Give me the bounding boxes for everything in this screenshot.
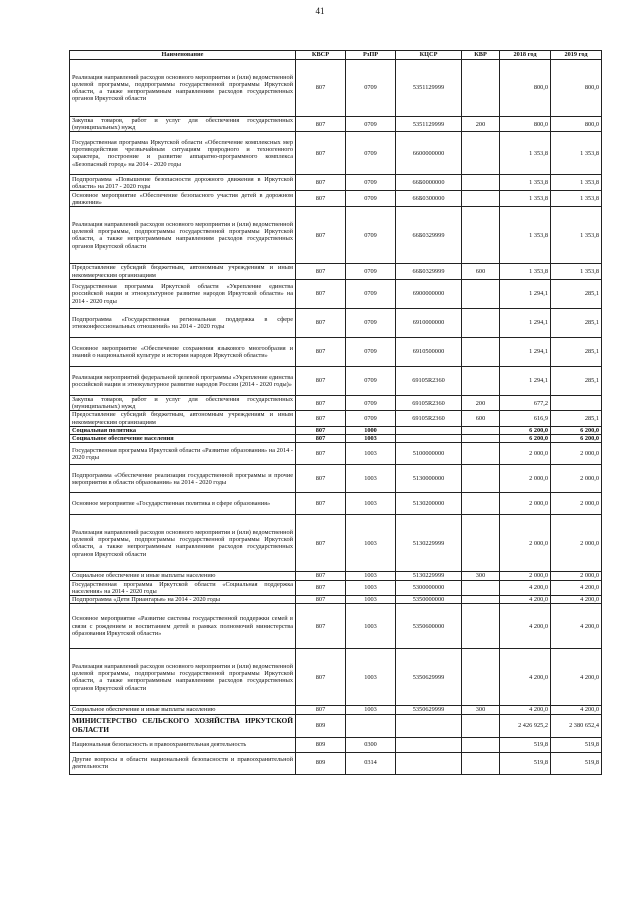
cell-rzpr: 0709 — [346, 207, 396, 264]
cell-kcsr: 5300000000 — [396, 580, 462, 595]
cell-kcsr: 66Б0329999 — [396, 264, 462, 279]
cell-2019 — [551, 395, 602, 410]
cell-kvsr: 807 — [296, 132, 346, 175]
cell-kvsr: 807 — [296, 604, 346, 649]
cell-name: Национальная безопасность и правоохранительная деятельность — [70, 737, 296, 752]
cell-rzpr: 1003 — [346, 580, 396, 595]
cell-rzpr: 0709 — [346, 175, 396, 191]
cell-kvsr: 807 — [296, 580, 346, 595]
cell-name: Реализация направлений расходов основного мероприятия и (или) ведомственной целевой программы, подпрограммы государственной программы Иркутской области, а также непрограммным направлениям расходов государственных органов Иркутской области — [70, 649, 296, 706]
table-row — [70, 207, 602, 264]
table-row — [70, 435, 602, 443]
cell-2018: 4 200,0 — [500, 580, 551, 595]
cell-2019: 6 200,0 — [551, 435, 602, 443]
cell-name: Государственная программа Иркутской области «Укрепление единства российской нации и этнокультурное развитие народов Иркутской области» на 2014 - 2020 годы — [70, 279, 296, 308]
cell-2019: 2 000,0 — [551, 572, 602, 580]
cell-rzpr: 0709 — [346, 117, 396, 132]
cell-kvsr: 807 — [296, 493, 346, 515]
cell-2018: 677,2 — [500, 395, 551, 410]
cell-2018: 4 200,0 — [500, 649, 551, 706]
table-row — [70, 337, 602, 366]
table-row — [70, 714, 602, 737]
cell-rzpr: 0709 — [346, 60, 396, 117]
cell-name: Подпрограмма «Дети Приангарья» на 2014 - 2020 годы — [70, 596, 296, 604]
column-header-rzpr: РзПР — [346, 51, 396, 60]
cell-2019: 4 200,0 — [551, 706, 602, 714]
cell-kcsr: 66Б0000000 — [396, 175, 462, 191]
cell-2019: 285,1 — [551, 337, 602, 366]
cell-2019: 800,0 — [551, 60, 602, 117]
cell-2018: 2 000,0 — [500, 465, 551, 493]
cell-rzpr: 1003 — [346, 443, 396, 465]
cell-2018: 1 294,1 — [500, 337, 551, 366]
table-row — [70, 117, 602, 132]
cell-2018: 4 200,0 — [500, 706, 551, 714]
cell-kvsr: 807 — [296, 366, 346, 395]
cell-2018: 800,0 — [500, 60, 551, 117]
cell-2018: 6 200,0 — [500, 426, 551, 434]
cell-kvr: 600 — [462, 411, 500, 426]
cell-name: Подпрограмма «Государственная региональная поддержка в сфере этноконфессиональных отношений» на 2014 - 2020 годы — [70, 308, 296, 337]
table-row — [70, 395, 602, 410]
cell-name: Предоставление субсидий бюджетным, автономным учреждениям и иным некоммерческим организациям — [70, 411, 296, 426]
table-row — [70, 596, 602, 604]
cell-2019: 800,0 — [551, 117, 602, 132]
cell-kvsr: 807 — [296, 596, 346, 604]
cell-kcsr: 5130229999 — [396, 515, 462, 572]
cell-kcsr: 6900000000 — [396, 279, 462, 308]
cell-name: МИНИСТЕРСТВО СЕЛЬСКОГО ХОЗЯЙСТВА ИРКУТСКОЙ ОБЛАСТИ — [70, 714, 296, 737]
cell-name: Другие вопросы в области национальной безопасности и правоохранительной деятельности — [70, 752, 296, 774]
cell-kvr — [462, 60, 500, 117]
cell-name: Подпрограмма «Обеспечение реализации государственной программы и прочие мероприятия в области образования» на 2014 - 2020 годы — [70, 465, 296, 493]
cell-rzpr: 1003 — [346, 493, 396, 515]
cell-kvsr: 807 — [296, 515, 346, 572]
cell-kvsr: 809 — [296, 752, 346, 774]
cell-name: Основное мероприятие «Государственная политика в сфере образования» — [70, 493, 296, 515]
cell-kcsr: 66Б0300000 — [396, 191, 462, 207]
cell-kcsr: 69105R2360 — [396, 395, 462, 410]
cell-name: Реализация направлений расходов основного мероприятия и (или) ведомственной целевой программы, подпрограммы государственной программы Иркутской области, а также непрограммным направлениям расходов государственных органов Иркутской области — [70, 60, 296, 117]
cell-kvr — [462, 191, 500, 207]
cell-rzpr: 1003 — [346, 596, 396, 604]
cell-2019: 4 200,0 — [551, 604, 602, 649]
table-row — [70, 737, 602, 752]
table-row — [70, 443, 602, 465]
cell-2019: 1 353,8 — [551, 132, 602, 175]
cell-2018: 616,9 — [500, 411, 551, 426]
cell-2019: 6 200,0 — [551, 426, 602, 434]
cell-kvr — [462, 649, 500, 706]
cell-2018: 800,0 — [500, 117, 551, 132]
cell-kvr: 200 — [462, 117, 500, 132]
cell-rzpr: 0709 — [346, 411, 396, 426]
cell-2018: 1 353,8 — [500, 132, 551, 175]
cell-2019: 4 200,0 — [551, 580, 602, 595]
cell-kvsr: 807 — [296, 279, 346, 308]
table-row — [70, 493, 602, 515]
column-header-name: Наименование — [70, 51, 296, 60]
cell-rzpr: 1003 — [346, 604, 396, 649]
cell-2019: 1 353,8 — [551, 191, 602, 207]
cell-rzpr: 0709 — [346, 264, 396, 279]
cell-name: Закупка товаров, работ и услуг для обеспечения государственных (муниципальных) нужд — [70, 395, 296, 410]
cell-kcsr: 6600000000 — [396, 132, 462, 175]
cell-kvr — [462, 604, 500, 649]
cell-kcsr: 69105R2360 — [396, 411, 462, 426]
cell-name: Социальное обеспечение и иные выплаты населению — [70, 572, 296, 580]
cell-2019: 519,8 — [551, 737, 602, 752]
cell-2019: 1 353,8 — [551, 264, 602, 279]
cell-kcsr: 5350000000 — [396, 596, 462, 604]
column-header-kvsr: КВСР — [296, 51, 346, 60]
cell-kvr — [462, 443, 500, 465]
cell-rzpr: 0300 — [346, 737, 396, 752]
column-header-kvr: КВР — [462, 51, 500, 60]
cell-name: Социальная политика — [70, 426, 296, 434]
cell-rzpr — [346, 714, 396, 737]
cell-kvsr: 807 — [296, 426, 346, 434]
cell-name: Реализация мероприятий федеральной целевой программы «Укрепление единства российской нации и этнокультурное развитие народов России (2014 - 2020 годы)» — [70, 366, 296, 395]
cell-rzpr: 1003 — [346, 572, 396, 580]
cell-kvsr: 807 — [296, 337, 346, 366]
cell-kvr: 300 — [462, 706, 500, 714]
cell-rzpr: 1003 — [346, 515, 396, 572]
cell-kcsr: 66Б0329999 — [396, 207, 462, 264]
cell-kvr — [462, 279, 500, 308]
cell-kvsr: 807 — [296, 117, 346, 132]
cell-kvr — [462, 366, 500, 395]
cell-2018: 1 353,8 — [500, 264, 551, 279]
cell-kvr — [462, 207, 500, 264]
cell-kvsr: 807 — [296, 435, 346, 443]
cell-rzpr: 1003 — [346, 435, 396, 443]
cell-kvr — [462, 752, 500, 774]
cell-rzpr: 0709 — [346, 337, 396, 366]
cell-kvr — [462, 465, 500, 493]
cell-2019: 285,1 — [551, 308, 602, 337]
cell-kvsr: 807 — [296, 411, 346, 426]
cell-kcsr — [396, 737, 462, 752]
cell-kcsr: 5100000000 — [396, 443, 462, 465]
cell-kvsr: 807 — [296, 572, 346, 580]
cell-name: Государственная программа Иркутской области «Обеспечение комплексных мер противодействия чрезвычайным ситуациям природного и техногенного характера, построение и развитие аппаратно-программного комплекса «Безопасный город» на 2014 - 2020 годы — [70, 132, 296, 175]
cell-kvr — [462, 337, 500, 366]
cell-2019: 2 000,0 — [551, 515, 602, 572]
table-row — [70, 132, 602, 175]
cell-rzpr: 0709 — [346, 191, 396, 207]
cell-kcsr: 6910000000 — [396, 308, 462, 337]
cell-2018: 2 000,0 — [500, 515, 551, 572]
table-row — [70, 191, 602, 207]
cell-2019: 285,1 — [551, 411, 602, 426]
cell-kvr: 200 — [462, 395, 500, 410]
cell-2018: 519,8 — [500, 737, 551, 752]
table-row — [70, 706, 602, 714]
table-row — [70, 572, 602, 580]
cell-name: Социальное обеспечение населения — [70, 435, 296, 443]
cell-2018: 1 353,8 — [500, 207, 551, 264]
cell-kcsr — [396, 426, 462, 434]
cell-name: Основное мероприятие «Обеспечение безопасного участия детей в дорожном движении» — [70, 191, 296, 207]
cell-kvr — [462, 737, 500, 752]
cell-2018: 1 294,1 — [500, 366, 551, 395]
cell-rzpr: 0709 — [346, 395, 396, 410]
cell-rzpr: 1003 — [346, 465, 396, 493]
cell-kcsr: 5351129999 — [396, 117, 462, 132]
cell-kvsr: 807 — [296, 395, 346, 410]
cell-kvsr: 807 — [296, 443, 346, 465]
cell-2018: 2 000,0 — [500, 572, 551, 580]
cell-kcsr: 5130200000 — [396, 493, 462, 515]
cell-kvr — [462, 308, 500, 337]
cell-name: Закупка товаров, работ и услуг для обеспечения государственных (муниципальных) нужд — [70, 117, 296, 132]
cell-2018: 4 200,0 — [500, 596, 551, 604]
cell-2018: 6 200,0 — [500, 435, 551, 443]
cell-kvsr: 807 — [296, 264, 346, 279]
cell-rzpr: 1003 — [346, 706, 396, 714]
cell-kvr — [462, 596, 500, 604]
cell-kvr: 300 — [462, 572, 500, 580]
cell-kvsr: 807 — [296, 706, 346, 714]
cell-2018: 2 000,0 — [500, 493, 551, 515]
cell-kvr — [462, 435, 500, 443]
table-row — [70, 426, 602, 434]
cell-2019: 4 200,0 — [551, 649, 602, 706]
cell-2019: 285,1 — [551, 279, 602, 308]
cell-rzpr: 0709 — [346, 279, 396, 308]
cell-kcsr: 6910500000 — [396, 337, 462, 366]
column-header-2018: 2018 год — [500, 51, 551, 60]
cell-kvsr: 807 — [296, 207, 346, 264]
table-body — [70, 60, 602, 775]
table-row — [70, 60, 602, 117]
cell-kvsr: 807 — [296, 649, 346, 706]
cell-kcsr: 5350629999 — [396, 706, 462, 714]
table-row — [70, 264, 602, 279]
cell-kvr — [462, 426, 500, 434]
cell-kcsr — [396, 435, 462, 443]
cell-2019: 2 380 652,4 — [551, 714, 602, 737]
cell-2018: 2 426 925,2 — [500, 714, 551, 737]
table-row — [70, 411, 602, 426]
cell-kvr — [462, 515, 500, 572]
cell-rzpr: 0709 — [346, 308, 396, 337]
cell-2019: 1 353,8 — [551, 175, 602, 191]
cell-name: Предоставление субсидий бюджетным, автономным учреждениям и иным некоммерческим организациям — [70, 264, 296, 279]
cell-kvsr: 807 — [296, 191, 346, 207]
cell-name: Подпрограмма «Повышение безопасности дорожного движения в Иркутской области» на 2017 - 2020 годы — [70, 175, 296, 191]
cell-name: Государственная программа Иркутской области «Социальная поддержка населения» на 2014 - 2020 годы — [70, 580, 296, 595]
cell-2018: 1 353,8 — [500, 191, 551, 207]
cell-2018: 2 000,0 — [500, 443, 551, 465]
cell-kcsr: 5130000000 — [396, 465, 462, 493]
cell-2018: 519,8 — [500, 752, 551, 774]
table-row — [70, 465, 602, 493]
cell-kcsr — [396, 714, 462, 737]
cell-kvsr: 807 — [296, 175, 346, 191]
cell-kcsr: 5350629999 — [396, 649, 462, 706]
cell-rzpr: 1003 — [346, 649, 396, 706]
cell-name: Реализация направлений расходов основного мероприятия и (или) ведомственной целевой программы, подпрограммы государственной программы Иркутской области, а также непрограммным направлениям расходов государственных органов Иркутской области — [70, 515, 296, 572]
cell-kcsr: 5350600000 — [396, 604, 462, 649]
cell-name: Основное мероприятие «Развитие системы государственной поддержки семей в связи с рождением и воспитанием детей в рамках полномочий министерства образования Иркутской области» — [70, 604, 296, 649]
table-row — [70, 515, 602, 572]
cell-2019: 2 000,0 — [551, 465, 602, 493]
table-row — [70, 604, 602, 649]
page-number: 41 — [315, 6, 325, 16]
cell-kvsr: 807 — [296, 308, 346, 337]
cell-kvr — [462, 493, 500, 515]
cell-name: Реализация направлений расходов основного мероприятия и (или) ведомственной целевой программы, подпрограммы государственной программы Иркутской области, а также непрограммным направлениям расходов государственных органов Иркутской области — [70, 207, 296, 264]
cell-kcsr: 5351129999 — [396, 60, 462, 117]
cell-name: Государственная программа Иркутской области «Развитие образования» на 2014 - 2020 годы — [70, 443, 296, 465]
column-header-2019: 2019 год — [551, 51, 602, 60]
cell-name: Основное мероприятие «Обеспечение сохранения языкового многообразия и знаний о национальной культуре и истории народов Иркутской области» — [70, 337, 296, 366]
cell-2018: 4 200,0 — [500, 604, 551, 649]
cell-kvsr: 809 — [296, 737, 346, 752]
cell-rzpr: 0709 — [346, 366, 396, 395]
cell-kvr — [462, 714, 500, 737]
cell-kvr — [462, 132, 500, 175]
cell-kcsr — [396, 752, 462, 774]
table-row — [70, 308, 602, 337]
table-row — [70, 580, 602, 595]
table-row — [70, 649, 602, 706]
cell-2019: 4 200,0 — [551, 596, 602, 604]
cell-rzpr: 1000 — [346, 426, 396, 434]
cell-kvsr: 807 — [296, 465, 346, 493]
cell-2019: 519,8 — [551, 752, 602, 774]
cell-kcsr: 69105R2360 — [396, 366, 462, 395]
cell-name: Социальное обеспечение и иные выплаты населению — [70, 706, 296, 714]
cell-rzpr: 0709 — [346, 132, 396, 175]
cell-kvr — [462, 175, 500, 191]
table-row — [70, 366, 602, 395]
cell-kcsr: 5130229999 — [396, 572, 462, 580]
cell-kvsr: 807 — [296, 60, 346, 117]
table-row — [70, 279, 602, 308]
cell-2019: 2 000,0 — [551, 443, 602, 465]
budget-table — [69, 50, 602, 775]
table-row — [70, 752, 602, 774]
cell-kvr: 600 — [462, 264, 500, 279]
column-header-kcsr: КЦСР — [396, 51, 462, 60]
cell-2018: 1 294,1 — [500, 279, 551, 308]
cell-2018: 1 294,1 — [500, 308, 551, 337]
cell-kvsr: 809 — [296, 714, 346, 737]
cell-2019: 1 353,8 — [551, 207, 602, 264]
cell-2018: 1 353,8 — [500, 175, 551, 191]
cell-kvr — [462, 580, 500, 595]
table-row — [70, 175, 602, 191]
table-header-row — [70, 51, 602, 60]
cell-2019: 2 000,0 — [551, 493, 602, 515]
cell-rzpr: 0314 — [346, 752, 396, 774]
cell-2019: 285,1 — [551, 366, 602, 395]
